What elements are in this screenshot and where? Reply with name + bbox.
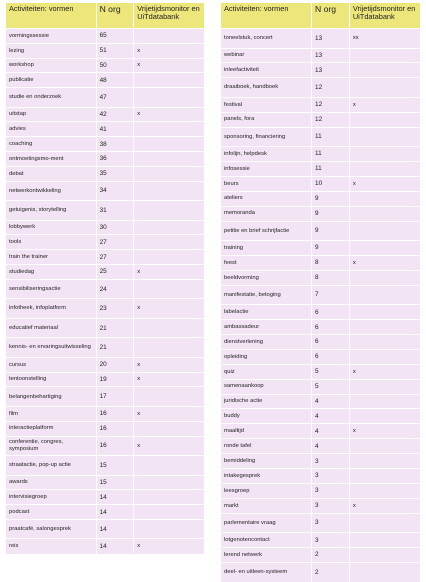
monitor-cell — [349, 409, 420, 424]
monitor-cell: x — [134, 436, 204, 456]
table-row — [221, 29, 420, 49]
monitor-cell — [134, 318, 204, 338]
header-count: N org — [96, 3, 134, 29]
activity-cell: juridische actie — [221, 394, 312, 409]
monitor-cell: x — [134, 372, 204, 387]
table-row — [6, 58, 204, 73]
table-row — [6, 436, 204, 456]
activity-cell: cursus — [6, 357, 96, 372]
table-row — [221, 320, 420, 335]
table-row — [6, 372, 204, 387]
table-row — [6, 152, 204, 167]
count-cell: 38 — [96, 137, 134, 152]
count-cell: 3 — [312, 513, 350, 533]
activity-cell: draaiboek, handboek — [221, 78, 312, 98]
table-row — [6, 357, 204, 372]
activity-cell: intakegesprek — [221, 468, 312, 483]
table-row — [6, 318, 204, 338]
monitor-cell — [349, 78, 420, 98]
count-cell: 42 — [96, 107, 134, 122]
table-row — [221, 147, 420, 162]
monitor-cell — [134, 387, 204, 407]
table-row — [6, 181, 204, 201]
activity-cell: memoranda — [221, 206, 312, 221]
count-cell: 3 — [312, 468, 350, 483]
table-row — [6, 201, 204, 221]
table-row — [221, 78, 420, 98]
monitor-cell — [349, 270, 420, 285]
table-row — [221, 533, 420, 548]
activity-cell: infolijn, helpdesk — [221, 147, 312, 162]
activity-cell: advies — [6, 122, 96, 137]
count-cell: 47 — [96, 88, 134, 108]
activity-cell: praatcafé, salongesprek — [6, 519, 96, 539]
count-cell: 5 — [312, 379, 350, 394]
monitor-cell: x — [134, 357, 204, 372]
activity-cell: vormingssessie — [6, 29, 96, 44]
activity-cell: ronde tafel — [221, 439, 312, 454]
activity-cell: workshop — [6, 58, 96, 73]
count-cell: 6 — [312, 334, 350, 349]
activity-cell: beeldvorming — [221, 270, 312, 285]
count-cell: 25 — [96, 265, 134, 280]
count-cell: 16 — [96, 406, 134, 421]
table-row — [221, 498, 420, 513]
activity-cell: beurs — [221, 176, 312, 191]
activity-cell: conferentie, congres, symposium — [6, 436, 96, 456]
activity-cell: petitie en brief schrijfactie — [221, 221, 312, 241]
activity-cell: interactieplatform — [6, 421, 96, 436]
count-cell: 3 — [312, 498, 350, 513]
activity-cell: manifestatie, betoging — [221, 285, 312, 305]
header-row — [221, 3, 420, 29]
monitor-cell — [134, 338, 204, 358]
table-row — [221, 364, 420, 379]
table-row — [221, 468, 420, 483]
table-row — [221, 97, 420, 112]
count-cell: 9 — [312, 191, 350, 206]
monitor-cell: x — [349, 97, 420, 112]
count-cell: 7 — [312, 285, 350, 305]
count-cell: 24 — [96, 279, 134, 299]
activity-cell: labelactie — [221, 305, 312, 320]
activity-cell: dienstverlening — [221, 334, 312, 349]
count-cell: 3 — [312, 483, 350, 498]
monitor-cell: x — [134, 539, 204, 554]
activity-cell: maaltijd — [221, 424, 312, 439]
count-cell: 27 — [96, 250, 134, 265]
table-row — [221, 112, 420, 127]
count-cell: 41 — [96, 122, 134, 137]
table-row — [6, 43, 204, 58]
table-row — [221, 483, 420, 498]
count-cell: 12 — [312, 112, 350, 127]
monitor-cell — [349, 483, 420, 498]
count-cell: 34 — [96, 181, 134, 201]
activity-cell: educatief materiaal — [6, 318, 96, 338]
table-row — [221, 349, 420, 364]
table-row — [6, 338, 204, 358]
count-cell: 15 — [96, 456, 134, 476]
activity-cell: intervisiegroep — [6, 490, 96, 505]
monitor-cell: x — [349, 498, 420, 513]
monitor-cell — [349, 161, 420, 176]
table-row — [221, 305, 420, 320]
monitor-cell — [134, 421, 204, 436]
header-row — [6, 3, 204, 29]
count-cell: 23 — [96, 299, 134, 319]
monitor-cell — [349, 468, 420, 483]
count-cell: 4 — [312, 439, 350, 454]
monitor-cell — [134, 475, 204, 490]
table-row — [6, 519, 204, 539]
table-row — [6, 122, 204, 137]
count-cell: 4 — [312, 409, 350, 424]
table-row — [6, 166, 204, 181]
table-row — [6, 505, 204, 520]
activity-cell: reis — [6, 539, 96, 554]
table-row — [221, 127, 420, 147]
monitor-cell: x — [134, 299, 204, 319]
monitor-cell — [134, 122, 204, 137]
activity-cell: samenaankoop — [221, 379, 312, 394]
activity-cell: studie en onderzoek — [6, 88, 96, 108]
activity-cell: netwerkontwikkeling — [6, 181, 96, 201]
activity-cell: ontmoetingsmo-ment — [6, 152, 96, 167]
activity-cell: straatactie, pop-up actie — [6, 456, 96, 476]
monitor-cell: x — [134, 58, 204, 73]
activity-cell: sensibiliseringsactie — [6, 279, 96, 299]
activity-cell: belangenbehartiging — [6, 387, 96, 407]
count-cell: 2 — [312, 562, 350, 582]
monitor-cell — [134, 88, 204, 108]
activity-cell: debat — [6, 166, 96, 181]
activity-cell: publicatie — [6, 73, 96, 88]
activity-cell: opleiding — [221, 349, 312, 364]
count-cell: 14 — [96, 490, 134, 505]
count-cell: 14 — [96, 505, 134, 520]
activity-cell: bemiddeling — [221, 454, 312, 469]
table-row — [221, 334, 420, 349]
header-activity: Activiteiten: vormen — [221, 3, 312, 29]
table-row — [6, 387, 204, 407]
count-cell: 17 — [96, 387, 134, 407]
header-activity: Activiteiten: vormen — [6, 3, 96, 29]
table-row — [6, 279, 204, 299]
activity-cell: buddy — [221, 409, 312, 424]
table-row — [221, 409, 420, 424]
monitor-cell — [134, 250, 204, 265]
monitor-cell: x — [134, 107, 204, 122]
activity-cell: leesgroep — [221, 483, 312, 498]
count-cell: 16 — [96, 421, 134, 436]
table-row — [6, 88, 204, 108]
count-cell: 2 — [312, 548, 350, 563]
table-row — [6, 250, 204, 265]
count-cell: 15 — [96, 475, 134, 490]
activity-cell: deel- en uitleen-systeem — [221, 562, 312, 582]
table-row — [221, 548, 420, 563]
monitor-cell — [134, 201, 204, 221]
monitor-cell — [349, 320, 420, 335]
table-row — [6, 220, 204, 235]
table-row — [221, 48, 420, 63]
activity-cell: kennis- en ervaringsuitwisseling — [6, 338, 96, 358]
table-row — [221, 439, 420, 454]
monitor-cell: x — [349, 424, 420, 439]
activity-cell: sponsoring, financiering — [221, 127, 312, 147]
table-row — [221, 255, 420, 270]
table-row — [6, 299, 204, 319]
count-cell: 5 — [312, 364, 350, 379]
count-cell: 35 — [96, 166, 134, 181]
table-row — [221, 513, 420, 533]
count-cell: 4 — [312, 424, 350, 439]
activity-cell: tools — [6, 235, 96, 250]
table-row — [221, 241, 420, 256]
monitor-cell — [349, 394, 420, 409]
count-cell: 6 — [312, 349, 350, 364]
table-row — [221, 394, 420, 409]
table-row — [221, 562, 420, 582]
monitor-cell — [349, 112, 420, 127]
monitor-cell — [134, 490, 204, 505]
count-cell: 9 — [312, 221, 350, 241]
monitor-cell — [349, 127, 420, 147]
monitor-cell — [349, 305, 420, 320]
count-cell: 30 — [96, 220, 134, 235]
count-cell: 16 — [96, 436, 134, 456]
monitor-cell — [134, 456, 204, 476]
monitor-cell — [134, 279, 204, 299]
activity-cell: film — [6, 406, 96, 421]
activity-cell: lobbywerk — [6, 220, 96, 235]
count-cell: 11 — [312, 127, 350, 147]
activity-cell: uitstap — [6, 107, 96, 122]
count-cell: 13 — [312, 29, 350, 49]
count-cell: 31 — [96, 201, 134, 221]
count-cell: 8 — [312, 270, 350, 285]
monitor-cell — [349, 379, 420, 394]
monitor-cell — [349, 454, 420, 469]
table-row — [6, 475, 204, 490]
activity-cell: getuigenis, storytelling — [6, 201, 96, 221]
activity-cell: lerend netwerk — [221, 548, 312, 563]
count-cell: 9 — [312, 206, 350, 221]
count-cell: 9 — [312, 241, 350, 256]
table-row — [221, 285, 420, 305]
activity-cell: lotgenotencontact — [221, 533, 312, 548]
monitor-cell: xx — [349, 29, 420, 49]
table-row — [221, 379, 420, 394]
activity-cell: train the trainer — [6, 250, 96, 265]
count-cell: 14 — [96, 539, 134, 554]
count-cell: 11 — [312, 161, 350, 176]
header-monitor: Vrijetijdsmonitor en UiTdatabank — [349, 3, 420, 29]
monitor-cell — [134, 73, 204, 88]
count-cell: 6 — [312, 320, 350, 335]
count-cell: 12 — [312, 97, 350, 112]
activity-cell: podcast — [6, 505, 96, 520]
count-cell: 20 — [96, 357, 134, 372]
table-row — [221, 206, 420, 221]
monitor-cell: x — [349, 176, 420, 191]
monitor-cell — [134, 181, 204, 201]
activity-cell: ambassadeur — [221, 320, 312, 335]
table-row — [221, 454, 420, 469]
table-row — [6, 29, 204, 44]
table-row — [6, 235, 204, 250]
monitor-cell: x — [134, 43, 204, 58]
activity-cell: coaching — [6, 137, 96, 152]
monitor-cell — [349, 548, 420, 563]
count-cell: 27 — [96, 235, 134, 250]
count-cell: 4 — [312, 394, 350, 409]
activity-cell: infotheek, infoplatform — [6, 299, 96, 319]
activity-cell: studiedag — [6, 265, 96, 280]
table-row — [6, 406, 204, 421]
count-cell: 12 — [312, 78, 350, 98]
activity-cell: quiz — [221, 364, 312, 379]
count-cell: 8 — [312, 255, 350, 270]
count-cell: 14 — [96, 519, 134, 539]
count-cell: 6 — [312, 305, 350, 320]
table-row — [6, 539, 204, 554]
table-row — [6, 73, 204, 88]
activity-cell: feest — [221, 255, 312, 270]
count-cell: 13 — [312, 63, 350, 78]
monitor-cell — [349, 562, 420, 582]
count-cell: 10 — [312, 176, 350, 191]
monitor-cell — [134, 137, 204, 152]
count-cell: 21 — [96, 338, 134, 358]
monitor-cell — [349, 285, 420, 305]
activity-cell: training — [221, 241, 312, 256]
header-monitor: Vrijetijdsmonitor en UiTdatabank — [134, 3, 204, 29]
activity-cell: ateliers — [221, 191, 312, 206]
monitor-cell — [349, 48, 420, 63]
monitor-cell — [349, 513, 420, 533]
table-row — [221, 63, 420, 78]
activity-cell: infosessie — [221, 161, 312, 176]
activity-cell: lezing — [6, 43, 96, 58]
activity-cell: tentoonstelling — [6, 372, 96, 387]
count-cell: 3 — [312, 454, 350, 469]
monitor-cell — [349, 439, 420, 454]
monitor-cell — [349, 191, 420, 206]
activities-table-right — [221, 3, 420, 582]
monitor-cell — [349, 241, 420, 256]
count-cell: 48 — [96, 73, 134, 88]
activity-cell: inleefactiviteit — [221, 63, 312, 78]
count-cell: 11 — [312, 147, 350, 162]
count-cell: 65 — [96, 29, 134, 44]
header-count: N org — [312, 3, 350, 29]
table-row — [6, 490, 204, 505]
count-cell: 3 — [312, 533, 350, 548]
count-cell: 19 — [96, 372, 134, 387]
monitor-cell — [134, 152, 204, 167]
monitor-cell — [134, 235, 204, 250]
table-row — [6, 456, 204, 476]
monitor-cell — [134, 29, 204, 44]
monitor-cell — [134, 166, 204, 181]
activity-cell: panels, fora — [221, 112, 312, 127]
activity-cell: markt — [221, 498, 312, 513]
table-row — [221, 270, 420, 285]
monitor-cell — [349, 147, 420, 162]
count-cell: 36 — [96, 152, 134, 167]
activity-cell: awards — [6, 475, 96, 490]
monitor-cell — [134, 519, 204, 539]
table-row — [221, 191, 420, 206]
table-row — [221, 424, 420, 439]
count-cell: 50 — [96, 58, 134, 73]
monitor-cell: x — [349, 364, 420, 379]
monitor-cell — [349, 221, 420, 241]
monitor-cell — [349, 334, 420, 349]
count-cell: 21 — [96, 318, 134, 338]
activity-cell: toneelstuk, concert — [221, 29, 312, 49]
activity-cell: webinar — [221, 48, 312, 63]
monitor-cell — [134, 505, 204, 520]
monitor-cell — [349, 206, 420, 221]
table-row — [6, 421, 204, 436]
count-cell: 13 — [312, 48, 350, 63]
monitor-cell: x — [349, 255, 420, 270]
activities-table-left — [6, 3, 204, 554]
table-row — [221, 161, 420, 176]
table-row — [6, 107, 204, 122]
table-row — [6, 265, 204, 280]
count-cell: 51 — [96, 43, 134, 58]
activity-cell: festival — [221, 97, 312, 112]
monitor-cell: x — [134, 265, 204, 280]
monitor-cell — [134, 220, 204, 235]
monitor-cell — [349, 63, 420, 78]
table-row — [6, 137, 204, 152]
table-row — [221, 176, 420, 191]
activity-cell: parlementaire vraag — [221, 513, 312, 533]
monitor-cell — [349, 349, 420, 364]
monitor-cell: x — [134, 406, 204, 421]
table-row — [221, 221, 420, 241]
monitor-cell — [349, 533, 420, 548]
